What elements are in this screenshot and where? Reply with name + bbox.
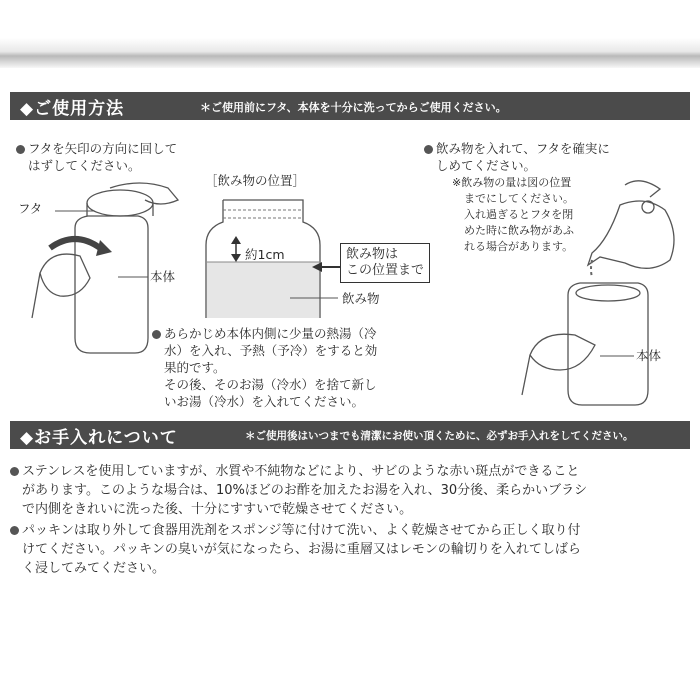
step1-line-1: フタを矢印の方向に回して bbox=[16, 140, 177, 157]
care-item2-line-2: けてください。パッキンの臭いが気になったら、お湯に重層又はレモンの輪切りを入れてしばら bbox=[22, 542, 581, 557]
usage-note: ＊ご使用前にフタ、本体を十分に洗ってからご使用ください。 bbox=[200, 101, 507, 114]
preheat-line-5: いお湯（冷水）を入れてください。 bbox=[164, 394, 365, 409]
drink-label: 飲み物 bbox=[342, 291, 380, 306]
preheat-line-2: 水）を入れ、予熱（予冷）をすると効 bbox=[164, 343, 378, 358]
step2-note-1: ※飲み物の量は図の位置 bbox=[452, 176, 572, 189]
care-note: ＊ご使用後はいつまでも清潔にお使い頂くために、必ずお手入れをしてください。 bbox=[245, 430, 634, 442]
gap-label: 約1cm bbox=[245, 247, 285, 262]
step2-line-2: しめてください。 bbox=[436, 158, 537, 173]
drink-position-header: ［飲み物の位置］ bbox=[205, 173, 306, 188]
care-title: ◆お手入れについて bbox=[20, 428, 178, 448]
step2-note-2: までにしてください。 bbox=[464, 192, 574, 205]
body-label-left: 本体 bbox=[150, 269, 176, 284]
care-item2-line-1: パッキンは取り外して食器用洗剤をスポンジ等に付けて洗い、よく乾燥させてから正しく取り付 bbox=[10, 522, 581, 540]
step2-note-5: れる場合があります。 bbox=[464, 240, 574, 253]
step2-line-1: 飲み物を入れて、フタを確実に bbox=[424, 140, 610, 157]
top-scan-strip bbox=[0, 38, 700, 68]
step2-note-3: 入れ過ぎるとフタを閉 bbox=[464, 208, 574, 221]
drink-level-callout bbox=[340, 243, 430, 283]
care-item1-line-3: で内側をきれいに洗った後、十分にすすいで乾燥させてください。 bbox=[22, 502, 413, 517]
callout-line-2: この位置まで bbox=[346, 263, 425, 278]
preheat-line-3: 果的です。 bbox=[164, 360, 226, 375]
step1-line-2: はずしてください。 bbox=[28, 158, 141, 173]
care-item1-line-1: ステンレスを使用していますが、水質や不純物などにより、サビのような赤い斑点ができること bbox=[10, 463, 579, 481]
step2-note-4: めた時に飲み物があふ bbox=[464, 224, 574, 237]
lid-label: フタ bbox=[18, 201, 43, 216]
preheat-line-4: その後、そのお湯（冷水）を捨て新し bbox=[164, 377, 377, 392]
care-item2-line-3: く浸してみてください。 bbox=[22, 561, 166, 576]
callout-line-1: 飲み物は bbox=[346, 247, 399, 262]
pour-and-close-illustration bbox=[520, 165, 690, 415]
care-header-band bbox=[10, 421, 690, 449]
usage-header-band bbox=[10, 92, 690, 120]
body-label-right: 本体 bbox=[636, 348, 662, 363]
preheat-line-1: あらかじめ本体内側に少量の熱湯（冷 bbox=[152, 325, 377, 342]
care-item1-line-2: があります。このような場合は、10%ほどのお酢を加えたお湯を入れ、30分後、柔らかいブラシ bbox=[22, 483, 588, 498]
usage-title: ◆ご使用方法 bbox=[20, 99, 125, 119]
